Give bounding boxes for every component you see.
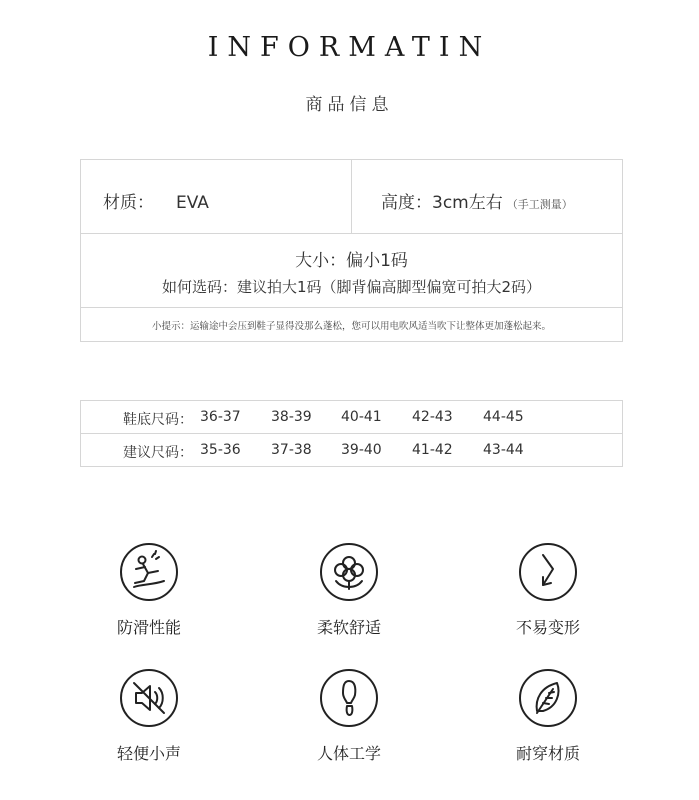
height-cell — [381, 188, 573, 213]
feature-label: 人体工学 — [316, 744, 381, 763]
size-main: 大小：偏小1码 — [295, 251, 408, 271]
feature-label: 防滑性能 — [116, 618, 181, 637]
size-row-label: 鞋底尺码： — [123, 412, 193, 428]
feature-label: 不易变形 — [515, 618, 580, 637]
material-label: 材质： — [103, 193, 154, 213]
material-value: EVA — [176, 193, 209, 213]
size-cell: 41-42 — [412, 442, 453, 458]
info-row-material-height — [81, 160, 622, 234]
no-deform-icon — [519, 543, 577, 601]
size-tip: 如何选码：建议拍大1码（脚背偏高脚型偏宽可拍大2码） — [161, 278, 542, 296]
size-cell: 37-38 — [271, 442, 312, 458]
feature-label: 柔软舒适 — [316, 618, 381, 637]
anti-slip-icon — [120, 543, 178, 601]
feature-label: 轻便小声 — [116, 744, 181, 763]
feature-durable — [478, 669, 618, 764]
size-cell: 38-39 — [271, 409, 312, 425]
title-cn: 商品信息 — [305, 95, 394, 115]
size-cell: 42-43 — [412, 409, 453, 425]
cotton-icon — [320, 543, 378, 601]
small-tip: 小提示：运输途中会压到鞋子显得没那么蓬松，您可以用电吹风适当吹下让整体更加蓬松起来。 — [151, 321, 551, 332]
size-cell: 44-45 — [483, 409, 524, 425]
footprint-icon — [320, 669, 378, 727]
size-row-sole — [81, 401, 622, 434]
feature-anti-slip — [79, 543, 219, 638]
leaf-icon — [519, 669, 577, 727]
size-cell: 43-44 — [483, 442, 524, 458]
info-table — [80, 159, 623, 342]
cell-divider — [351, 160, 352, 234]
size-row-suggest — [81, 434, 622, 467]
size-cell: 40-41 — [341, 409, 382, 425]
feature-quiet — [79, 669, 219, 764]
size-table — [80, 400, 623, 467]
info-row-size — [81, 234, 622, 308]
size-cell: 36-37 — [200, 409, 241, 425]
info-row-tip — [81, 308, 622, 342]
size-cell: 35-36 — [200, 442, 241, 458]
feature-ergonomic — [279, 669, 419, 764]
title-en: INFORMATIN — [207, 32, 492, 63]
mute-icon — [120, 669, 178, 727]
feature-soft — [279, 543, 419, 638]
material-cell — [103, 188, 209, 213]
feature-no-deform — [478, 543, 618, 638]
feature-label: 耐穿材质 — [515, 744, 580, 763]
size-cell: 39-40 — [341, 442, 382, 458]
size-row-label: 建议尺码： — [123, 445, 193, 461]
height-label: 高度：3cm左右 — [381, 193, 503, 213]
height-note: （手工测量） — [506, 198, 573, 211]
